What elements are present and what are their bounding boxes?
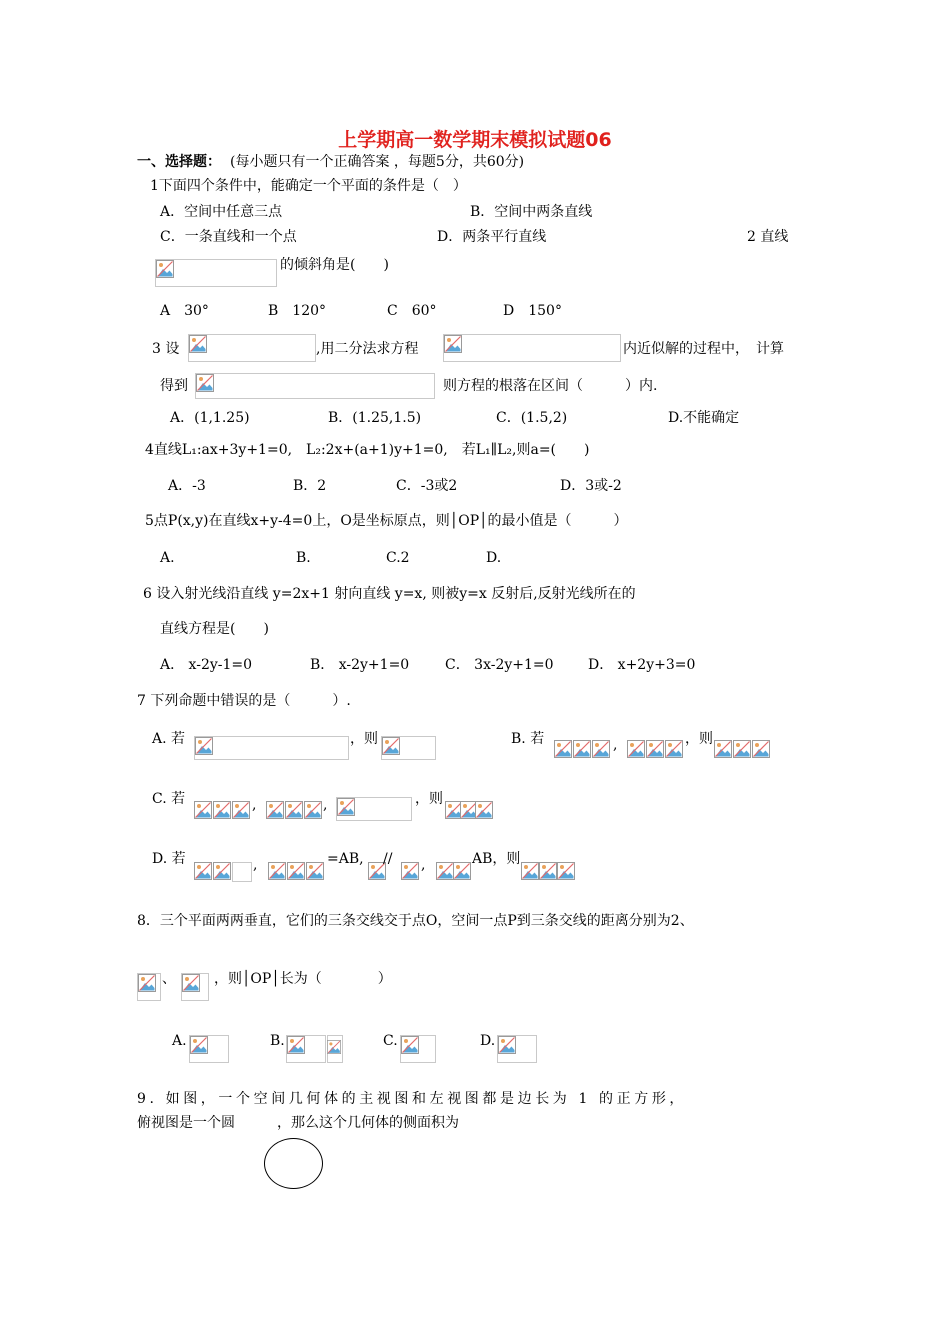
q1-option-a: A．空间中任意三点 — [160, 204, 283, 220]
q2-option-c: C 60° — [387, 303, 437, 319]
section-heading: 一、选择题： — [137, 154, 221, 170]
q7-d-image-1 — [232, 862, 252, 882]
broken-image-icon — [554, 740, 572, 758]
broken-image-icon — [453, 862, 471, 880]
q1-option-c: C．一条直线和一个点 — [160, 229, 297, 245]
q3-option-c: C．(1.5,2) — [496, 410, 568, 426]
q1-option-b: B．空间中两条直线 — [470, 204, 593, 220]
broken-image-icon — [539, 862, 557, 880]
broken-image-icon — [327, 1039, 341, 1053]
q6-option-d: D． x+2y+3=0 — [588, 657, 696, 673]
broken-image-icon — [401, 862, 419, 880]
broken-image-icon — [337, 798, 355, 816]
q9-stem-2: 俯视图是一个圆 ，那么这个几何体的侧面积为 — [137, 1115, 459, 1131]
broken-image-icon — [521, 862, 539, 880]
q8-stem: 8．三个平面两两垂直，它们的三条交线交于点O，空间一点P到三条交线的距离分别为2、 — [137, 913, 694, 929]
q2-number: 2 直线 — [747, 229, 789, 245]
q1-option-d: D．两条平行直线 — [437, 229, 547, 245]
broken-image-icon — [436, 862, 454, 880]
q7-d-eq-ab: =AB, — [327, 851, 364, 867]
q7-option-c: C. 若 — [152, 791, 186, 807]
broken-image-icon — [444, 335, 462, 353]
q9-stem: 9. 如图，一个空间几何体的主视图和左视图都是边长为 1 的正方形， — [137, 1091, 688, 1107]
broken-image-icon — [306, 862, 324, 880]
q2-option-d: D 150° — [503, 303, 562, 319]
broken-image-icon — [752, 740, 770, 758]
broken-image-icon — [194, 801, 212, 819]
q3-function-image — [188, 334, 316, 362]
q7-c-comma-2: , — [323, 797, 328, 813]
q7-c-comma-1: , — [252, 797, 257, 813]
q7-a-condition-image — [194, 736, 349, 760]
q8-b-image — [286, 1035, 326, 1063]
q8-tail: ，则│OP│长为（ ） — [214, 971, 392, 987]
q5-option-a: A. — [160, 550, 175, 566]
broken-image-icon — [382, 737, 400, 755]
q5-option-d: D. — [486, 550, 502, 566]
q5-option-c: C.2 — [386, 550, 410, 566]
page-title: 上学期高一数学期末模拟试题06 — [338, 129, 612, 151]
q3-option-d: D.不能确定 — [668, 410, 740, 426]
q4-option-d: D．3或-2 — [560, 478, 622, 494]
q8-option-c: C. — [383, 1033, 398, 1049]
broken-image-icon — [194, 862, 212, 880]
broken-image-icon — [285, 801, 303, 819]
q4-option-c: C．-3或2 — [396, 478, 458, 494]
broken-image-icon — [475, 801, 493, 819]
broken-image-icon — [498, 1036, 516, 1054]
q3-values-image — [195, 373, 435, 399]
q2-option-b: B 120° — [268, 303, 327, 319]
q4-option-a: A．-3 — [168, 478, 206, 494]
q3-post: 内近似解的过程中， 计算 — [623, 341, 784, 357]
q8-c-image — [400, 1035, 436, 1063]
top-view-circle — [264, 1138, 323, 1189]
broken-image-icon — [190, 1036, 208, 1054]
q7-b-then: ，则 — [685, 731, 713, 747]
q8-a-image — [189, 1035, 229, 1063]
q8-option-a: A. — [172, 1033, 187, 1049]
broken-image-icon — [196, 374, 214, 392]
q7-option-b: B. 若 — [511, 731, 545, 747]
q6-option-a: A． x-2y-1=0 — [160, 657, 253, 673]
q3-equation-image — [443, 334, 621, 362]
q2-stem: 的倾斜角是( ) — [280, 257, 389, 273]
q8-option-d: D. — [480, 1033, 496, 1049]
q3-mid: ,用二分法求方程 — [316, 341, 419, 357]
broken-image-icon — [627, 740, 645, 758]
q7-d-comma-1: , — [253, 857, 258, 873]
broken-image-icon — [213, 862, 231, 880]
section-note: (每小题只有一个正确答案 ，每题5分，共60分) — [230, 154, 525, 170]
broken-image-icon — [557, 862, 575, 880]
q7-d-comma-2: , — [421, 857, 426, 873]
broken-image-icon — [573, 740, 591, 758]
broken-image-icon — [213, 801, 231, 819]
q8-b-image-2 — [327, 1035, 343, 1063]
broken-image-icon — [195, 737, 213, 755]
q8-separator: 、 — [162, 971, 176, 987]
q1-stem: 1下面四个条件中，能确定一个平面的条件是（ ） — [150, 178, 467, 194]
q7-d-ab-then: AB，则 — [472, 851, 521, 867]
q7-a-conclusion-image — [381, 736, 436, 760]
q4-option-b: B．2 — [293, 478, 327, 494]
q2-option-a: A 30° — [160, 303, 209, 319]
q8-d-image — [497, 1035, 537, 1063]
broken-image-icon — [401, 1036, 419, 1054]
q8-distance-image-1 — [137, 973, 161, 1001]
q7-option-a: A. 若 — [152, 731, 186, 747]
q5-option-b: B. — [296, 550, 311, 566]
broken-image-icon — [304, 801, 322, 819]
q3-pre: 3 设 — [152, 341, 180, 357]
broken-image-icon — [232, 801, 250, 819]
q3-option-a: A．(1,1.25) — [170, 410, 250, 426]
broken-image-icon — [138, 974, 156, 992]
broken-image-icon — [266, 801, 284, 819]
broken-image-icon — [646, 740, 664, 758]
broken-image-icon — [182, 974, 200, 992]
broken-image-icon — [189, 335, 207, 353]
broken-image-icon — [156, 260, 174, 278]
q3-line2-end: 则方程的根落在区间（ ）内. — [443, 378, 658, 394]
q6-stem: 6 设入射光线沿直线 y=2x+1 射向直线 y=x, 则被y=x 反射后,反射光线所在的 — [143, 586, 636, 602]
q6-stem-2: 直线方程是( ) — [160, 621, 269, 637]
q6-option-c: C． 3x-2y+1=0 — [445, 657, 554, 673]
q7-b-comma: , — [613, 737, 618, 753]
broken-image-icon — [592, 740, 610, 758]
q4-stem: 4直线L₁:ax+3y+1=0, L₂:2x+(a+1)y+1=0, 若L₁∥L₂,则a=( ) — [145, 442, 590, 458]
q3-line2-start: 得到 — [160, 378, 188, 394]
q5-stem: 5点P(x,y)在直线x+y-4=0上，O是坐标原点，则│OP│的最小值是（ ） — [145, 513, 628, 529]
q7-d-parallel: // — [383, 851, 393, 867]
broken-image-icon — [733, 740, 751, 758]
broken-image-icon — [714, 740, 732, 758]
broken-image-icon — [287, 1036, 305, 1054]
q7-option-d: D. 若 — [152, 851, 186, 867]
broken-image-icon — [665, 740, 683, 758]
q8-option-b: B. — [270, 1033, 285, 1049]
broken-image-icon — [287, 862, 305, 880]
q7-c-condition-image — [336, 797, 412, 821]
q6-option-b: B． x-2y+1=0 — [310, 657, 410, 673]
q7-a-then: ，则 — [350, 731, 378, 747]
q8-distance-image-2 — [181, 973, 209, 1001]
q2-formula-image — [155, 259, 277, 287]
broken-image-icon — [268, 862, 286, 880]
q7-c-then: ，则 — [415, 791, 443, 807]
q7-stem: 7 下列命题中错误的是（ ）. — [137, 693, 351, 709]
q3-option-b: B．(1.25,1.5) — [328, 410, 422, 426]
